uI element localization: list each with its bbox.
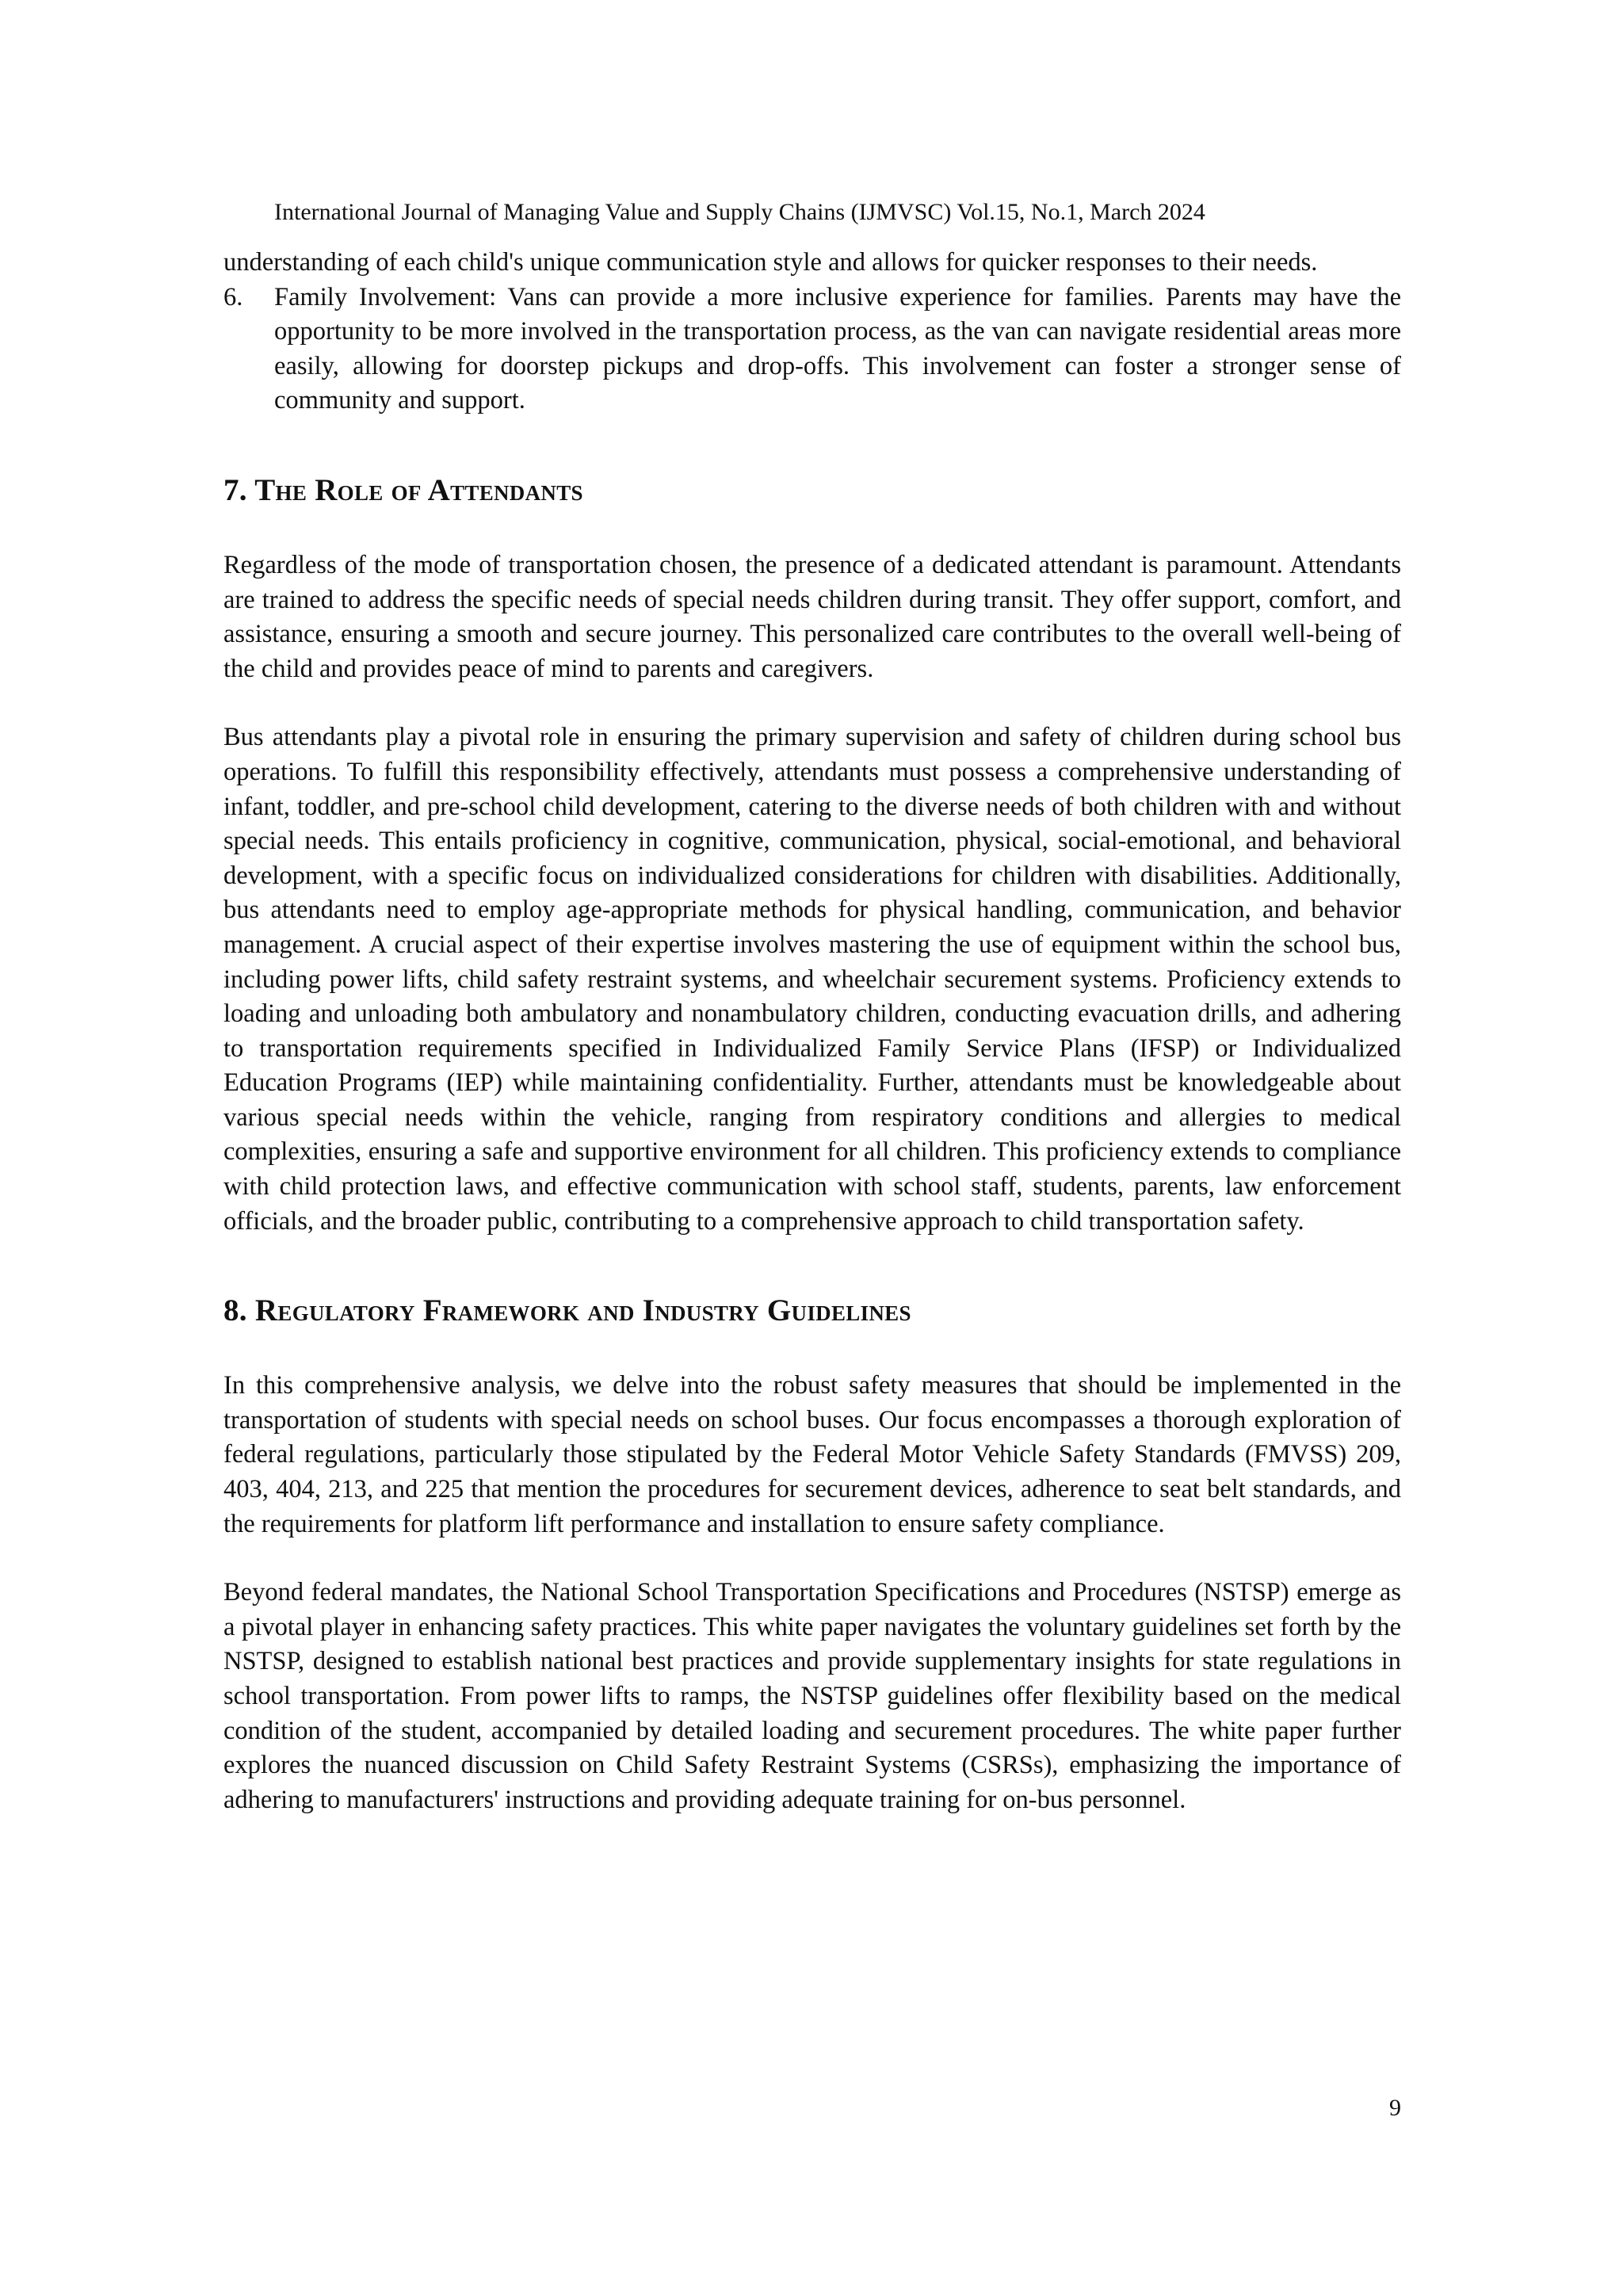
list-item-continuation: understanding of each child's unique communication style and allows for quicker responses to their needs. [223, 248, 1318, 277]
page-number: 9 [1389, 2095, 1401, 2121]
paragraph-regulatory-2: Beyond federal mandates, the National School Transportation Specifications and Procedures (NSTSP) emerge as a pivotal player in enhancing safety practices. This white paper navigates the voluntary guidelines set forth by the NSTSP, designed to establish national best practices and provide supplementary insights for state regulations in school transportation. From power lifts to ramps, the NSTSP guidelines offer flexibility based on the medical condition of the student, accompanied by detailed loading and securement procedures. The white paper further explores the nuanced discussion on Child Safety Restraint Systems (CSRSs), emphasizing the importance of adhering to manufacturers' instructions and providing adequate training for on-bus personnel. [223, 1578, 1401, 1814]
list-item-text: Family Involvement: Vans can provide a more inclusive experience for families. Parents may have the opportunity to be more involved in the transportation process, as the van can navigate residential areas more easily, allowing for doorstep pickups and drop-offs. This involvement can foster a stronger sense of community and support. [274, 282, 1401, 415]
section-title: Regulatory Framework and Industry Guidelines [254, 1293, 911, 1328]
paragraph-spacer [223, 1541, 1401, 1576]
list-item-family-involvement [223, 281, 1401, 418]
section-number: 7. [223, 472, 247, 507]
section-heading-attendants [223, 472, 1401, 509]
running-header: International Journal of Managing Value and Supply Chains (IJMVSC) Vol.15, No.1, March 2024 [274, 199, 1205, 225]
paragraph-regulatory-1: In this comprehensive analysis, we delve into the robust safety measures that should be implemented in the transportation of students with special needs on school buses. Our focus encompasses a thorough exploration of federal regulations, particularly those stipulated by the Federal Motor Vehicle Safety Standards (FMVSS) 209, 403, 404, 213, and 225 that mention the procedures for securement devices, adherence to seat belt standards, and the requirements for platform lift performance and installation to ensure safety compliance. [223, 1371, 1401, 1538]
section-title: The Role of Attendants [254, 472, 583, 507]
page-content [223, 246, 1401, 1817]
paragraph-spacer [223, 686, 1401, 720]
paragraph-attendants-2: Bus attendants play a pivotal role in ensuring the primary supervision and safety of children during school bus operations. To fulfill this responsibility effectively, attendants must possess a comprehensive understanding of infant, toddler, and pre-school child development, catering to the diverse needs of both children with and without special needs. This entails proficiency in cognitive, communication, physical, social-emotional, and behavioral development, with a specific focus on individualized considerations for children with disabilities. Additionally, bus attendants need to employ age-appropriate methods for physical handling, communication, and behavior management. A crucial aspect of their expertise involves mastering the use of equipment within the school bus, including power lifts, child safety restraint systems, and wheelchair securement systems. Proficiency extends to loading and unloading both ambulatory and nonambulatory children, conducting evacuation drills, and adhering to transportation requirements specified in Individualized Family Service Plans (IFSP) or Individualized Education Programs (IEP) while maintaining confidentiality. Further, attendants must be knowledgeable about various special needs within the vehicle, ranging from respiratory conditions and allergies to medical complexities, ensuring a safe and supportive environment for all children. This proficiency extends to compliance with child protection laws, and effective communication with school staff, students, parents, law enforcement officials, and the broader public, contributing to a comprehensive approach to child transportation safety. [223, 723, 1401, 1236]
section-heading-regulatory [223, 1293, 1401, 1329]
paragraph-attendants-1: Regardless of the mode of transportation chosen, the presence of a dedicated attendant is paramount. Attendants are trained to address the specific needs of special needs children during transit. They offer support, comfort, and assistance, ensuring a smooth and secure journey. This personalized care contributes to the overall well-being of the child and provides peace of mind to parents and caregivers. [223, 550, 1401, 683]
list-item-number: 6. [223, 282, 243, 311]
section-number: 8. [223, 1293, 247, 1328]
